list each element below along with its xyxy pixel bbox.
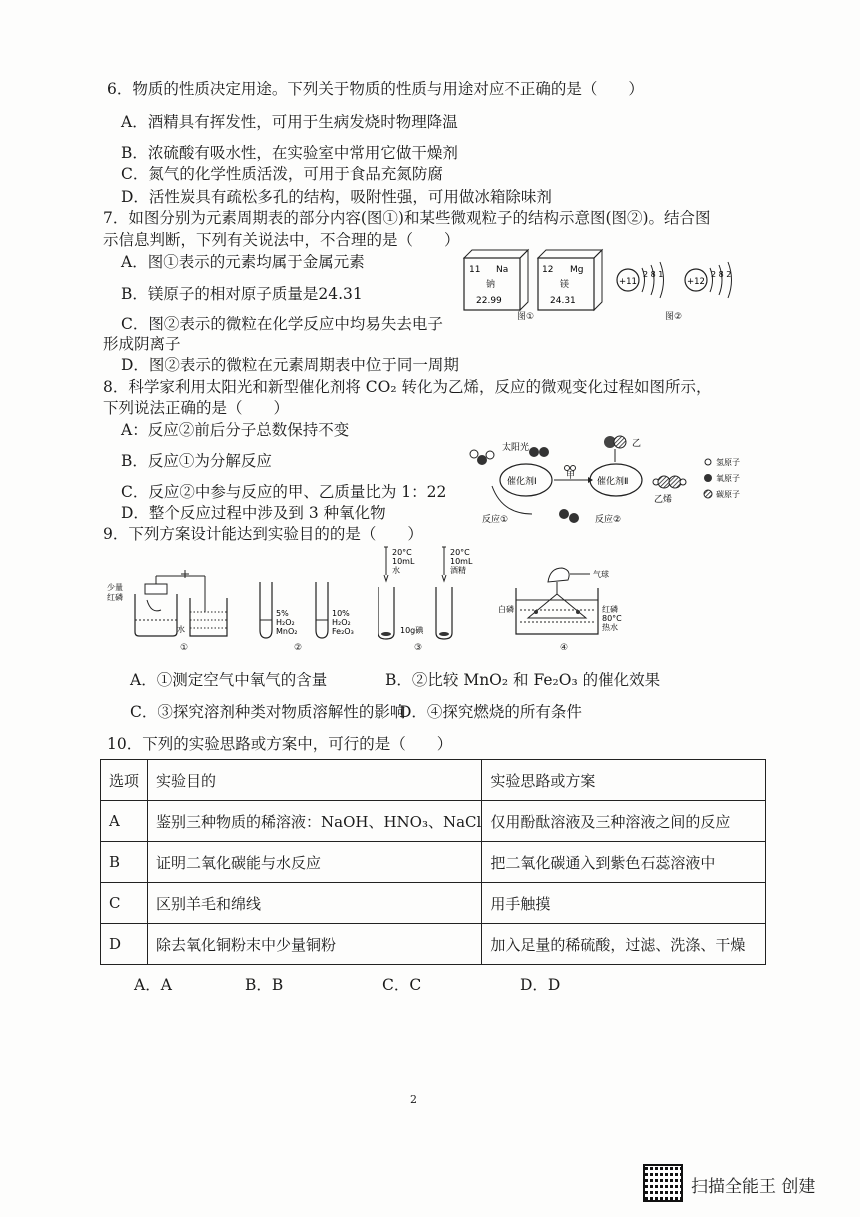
mg-symbol: Mg: [570, 265, 584, 275]
catalyst1-label: 催化剂Ⅰ: [507, 477, 537, 487]
q8-stem-line2: 下列说法正确的是（ ）: [103, 399, 290, 417]
q8-option-b: B．反应①为分解反应: [121, 452, 272, 470]
page-number: 2: [410, 1093, 417, 1106]
q9-f4-temp: 80°C: [602, 614, 622, 623]
q9-stem: 9．下列方案设计能达到实验目的的是（ ）: [103, 525, 423, 543]
q9-f3-t2-b: 10mL: [450, 557, 473, 566]
q7-fig1-caption: 图①: [517, 312, 535, 322]
q9-f2-num: ②: [294, 643, 303, 653]
q9-f2-t1-a: 5%: [276, 609, 289, 618]
table-row: [101, 801, 766, 842]
mg-mass: 24.31: [550, 296, 576, 306]
q9-f2-t1-c: MnO₂: [276, 627, 298, 636]
ion1-nucleus: +11: [619, 277, 637, 287]
q9-figure-2: [250, 580, 360, 642]
q8-stem-line1: 8．科学家利用太阳光和新型催化剂将 CO₂ 转化为乙烯，反应的微观变化过程如图所示，: [103, 378, 712, 396]
q9-f2-t2-c: Fe₂O₃: [332, 627, 354, 636]
ethylene-label: 乙烯: [654, 495, 673, 505]
ion2-shells: 2 8 2: [711, 270, 732, 279]
q9-f2-t1-b: H₂O₂: [276, 618, 295, 627]
q7-figure-1: [458, 244, 608, 322]
row-c-option: C: [101, 883, 148, 924]
q9-f3-t2-a: 20°C: [450, 548, 470, 557]
row-a-method: 仅用酚酞溶液及三种溶液之间的反应: [482, 801, 766, 842]
row-b-purpose: 证明二氧化碳能与水反应: [148, 842, 482, 883]
q9-f3-bottom: 10g碘: [400, 626, 424, 635]
jia-label: 甲: [566, 471, 576, 481]
row-d-purpose: 除去氧化铜粉末中少量铜粉: [148, 924, 482, 965]
q9-f3-t1-c: 水: [392, 566, 400, 575]
qr-code-icon: [643, 1164, 683, 1202]
q10-answer-c: C．C: [382, 976, 422, 994]
q6-option-a: A．酒精具有挥发性，可用于生病发烧时物理降温: [121, 113, 458, 131]
q7-figure-2: [614, 258, 749, 302]
sunlight-label: 太阳光: [502, 443, 530, 453]
q7-fig2-caption: 图②: [665, 312, 683, 322]
q8-option-c: C．反应②中参与反应的甲、乙质量比为 1：22: [121, 483, 447, 501]
catalyst2-label: 催化剂Ⅱ: [597, 477, 629, 487]
q7-option-a: A．图①表示的元素均属于金属元素: [121, 253, 365, 271]
q9-f4-water: 热水: [602, 623, 618, 632]
q9-f3-t2-c: 酒精: [450, 566, 466, 575]
row-d-method: 加入足量的稀硫酸，过滤、洗涤、干燥: [482, 924, 766, 965]
ion1-shells: 2 8 1: [643, 270, 664, 279]
table-row: [101, 924, 766, 965]
na-symbol: Na: [496, 265, 509, 275]
q9-f1-num: ①: [180, 643, 189, 653]
legend-hydrogen: 氢原子: [716, 458, 740, 467]
q9-f2-t2-a: 10%: [332, 609, 350, 618]
q7-option-c: C．图②表示的微粒在化学反应中均易失去电子: [121, 315, 443, 333]
q9-f4-red: 红磷: [602, 605, 618, 614]
q9-f3-t1-b: 10mL: [392, 557, 415, 566]
legend-carbon: 碳原子: [716, 490, 740, 499]
q9-f4-num: ④: [560, 643, 569, 653]
q7-stem-line1: 7．如图分别为元素周期表的部分内容(图①)和某些微观粒子的结构示意图(图②)。结合图: [103, 209, 711, 227]
q9-option-c: C．③探究溶剂种类对物质溶解性的影响: [130, 703, 406, 721]
header-method: 实验思路或方案: [482, 760, 766, 801]
q6-stem: 6．物质的性质决定用途。下列关于物质的性质与用途对应不正确的是（ ）: [107, 80, 644, 98]
q8-option-a: A：反应②前后分子总数保持不变: [121, 421, 350, 439]
table-header-row: [101, 760, 766, 801]
q9-f4-white: 白磷: [498, 605, 514, 614]
q9-f1-label-a: 少量: [107, 583, 123, 592]
q9-figure-1: [105, 570, 240, 650]
ion2-nucleus: +12: [687, 277, 705, 287]
q9-option-b: B．②比较 MnO₂ 和 Fe₂O₃ 的催化效果: [385, 671, 661, 689]
q7-stem-line2: 示信息判断，下列有关说法中，不合理的是（ ）: [103, 231, 460, 249]
q9-f3-t1-a: 20°C: [392, 548, 412, 557]
q6-option-d: D．活性炭具有疏松多孔的结构，吸附性强，可用做冰箱除味剂: [121, 188, 552, 206]
q10-answer-d: D．D: [520, 976, 561, 994]
q6-option-b: B．浓硫酸有吸水性，在实验室中常用它做干燥剂: [121, 144, 458, 162]
mg-number: 12: [542, 265, 554, 275]
header-purpose: 实验目的: [148, 760, 482, 801]
q7-option-c-line2: 形成阴离子: [103, 335, 181, 353]
q9-figure-4: [498, 560, 638, 642]
q10-table: [100, 759, 766, 965]
q10-answer-b: B．B: [245, 976, 284, 994]
q8-reaction-diagram: [462, 430, 752, 530]
row-b-method: 把二氧化碳通入到紫色石蕊溶液中: [482, 842, 766, 883]
row-b-option: B: [101, 842, 148, 883]
na-name: 钠: [486, 280, 496, 290]
table-row: [101, 883, 766, 924]
reaction1-label: 反应①: [482, 515, 509, 525]
q10-answer-a: A．A: [134, 976, 172, 994]
row-c-method: 用手触摸: [482, 883, 766, 924]
q9-option-a: A．①测定空气中氧气的含量: [130, 671, 328, 689]
legend-oxygen: 氧原子: [716, 474, 740, 483]
row-a-purpose: 鉴别三种物质的稀溶液：NaOH、HNO₃、NaCl: [148, 801, 482, 842]
q9-figure-3: [378, 545, 488, 643]
reaction2-label: 反应②: [595, 515, 622, 525]
scanner-watermark: [643, 1164, 843, 1202]
q9-f1-label-b: 红磷: [107, 593, 123, 602]
q8-option-d: D．整个反应过程中涉及到 3 种氧化物: [121, 504, 386, 522]
yi-label: 乙: [632, 439, 642, 449]
q7-option-b: B．镁原子的相对原子质量是24.31: [121, 285, 363, 303]
q9-option-d: D．④探究燃烧的所有条件: [399, 703, 582, 721]
q9-f3-num: ③: [414, 643, 423, 653]
q9-f4-balloon: 气球: [593, 570, 609, 579]
mg-name: 镁: [560, 280, 570, 290]
row-d-option: D: [101, 924, 148, 965]
q9-f2-t2-b: H₂O₂: [332, 618, 351, 627]
q9-f1-water: 水: [177, 625, 185, 634]
header-option: 选项: [101, 760, 148, 801]
q10-stem: 10．下列的实验思路或方案中，可行的是（ ）: [107, 735, 453, 753]
watermark-text: 扫描全能王 创建: [691, 1177, 816, 1197]
q7-option-d: D．图②表示的微粒在元素周期表中位于同一周期: [121, 356, 459, 374]
q6-option-c: C．氮气的化学性质活泼，可用于食品充氮防腐: [121, 165, 443, 183]
na-mass: 22.99: [476, 296, 502, 306]
row-c-purpose: 区别羊毛和绵线: [148, 883, 482, 924]
table-row: [101, 842, 766, 883]
na-number: 11: [469, 265, 481, 275]
row-a-option: A: [101, 801, 148, 842]
